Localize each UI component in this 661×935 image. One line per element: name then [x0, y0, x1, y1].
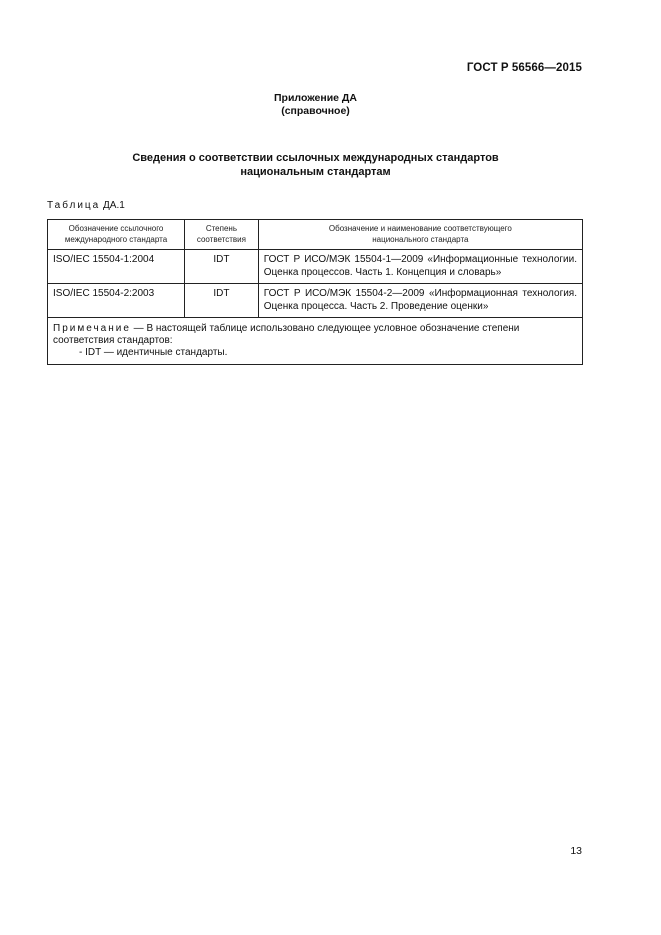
table-caption-label: Таблица	[47, 200, 101, 211]
note-text: — В настоящей таблице использовано следующее условное обозначение степени соответствия стандартов:	[53, 323, 520, 346]
document-code: ГОСТ Р 56566—2015	[466, 62, 582, 74]
row-ref-standard: ISO/IEC 15504-1:2004	[48, 250, 185, 284]
row-degree: IDT	[185, 284, 259, 318]
table-row	[48, 250, 583, 284]
annex-title: Приложение ДА	[274, 92, 357, 104]
table-note-row	[48, 318, 583, 365]
header-degree-line-2: соответствия	[196, 235, 246, 244]
row-national-standard: ГОСТ Р ИСО/МЭК 15504-2—2009 «Информационная технология. Оценка процесса. Часть 2. Проведение оценки»	[258, 284, 582, 318]
table-note	[48, 318, 583, 365]
section-title	[0, 151, 631, 179]
header-degree	[185, 220, 259, 250]
table-caption	[47, 200, 125, 211]
header-ref-line-1: Обозначение ссылочного	[68, 224, 164, 233]
section-title-line-2: национальным стандартам	[240, 166, 391, 178]
table-caption-number: ДА.1	[103, 200, 125, 211]
standards-table	[47, 219, 583, 365]
header-national-line-2: национального стандарта	[372, 235, 469, 244]
header-national-standard	[258, 220, 582, 250]
page-number: 13	[570, 845, 582, 857]
note-lead: Примечание	[53, 323, 131, 334]
header-national-line-1: Обозначение и наименование соответствующего	[328, 224, 512, 233]
section-title-line-1: Сведения о соответствии ссылочных международных стандартов	[132, 152, 499, 164]
note-item: - IDT — идентичные стандарты.	[79, 347, 228, 358]
row-national-standard: ГОСТ Р ИСО/МЭК 15504-1—2009 «Информационные технологии. Оценка процессов. Часть 1. Концепция и словарь»	[258, 250, 582, 284]
table-header-row	[48, 220, 583, 250]
header-ref-standard	[48, 220, 185, 250]
header-ref-line-2: международного стандарта	[64, 235, 168, 244]
table-row	[48, 284, 583, 318]
annex-subtitle: (справочное)	[281, 105, 350, 117]
annex-heading	[0, 92, 631, 118]
header-degree-line-1: Степень	[205, 224, 237, 233]
row-degree: IDT	[185, 250, 259, 284]
row-ref-standard: ISO/IEC 15504-2:2003	[48, 284, 185, 318]
